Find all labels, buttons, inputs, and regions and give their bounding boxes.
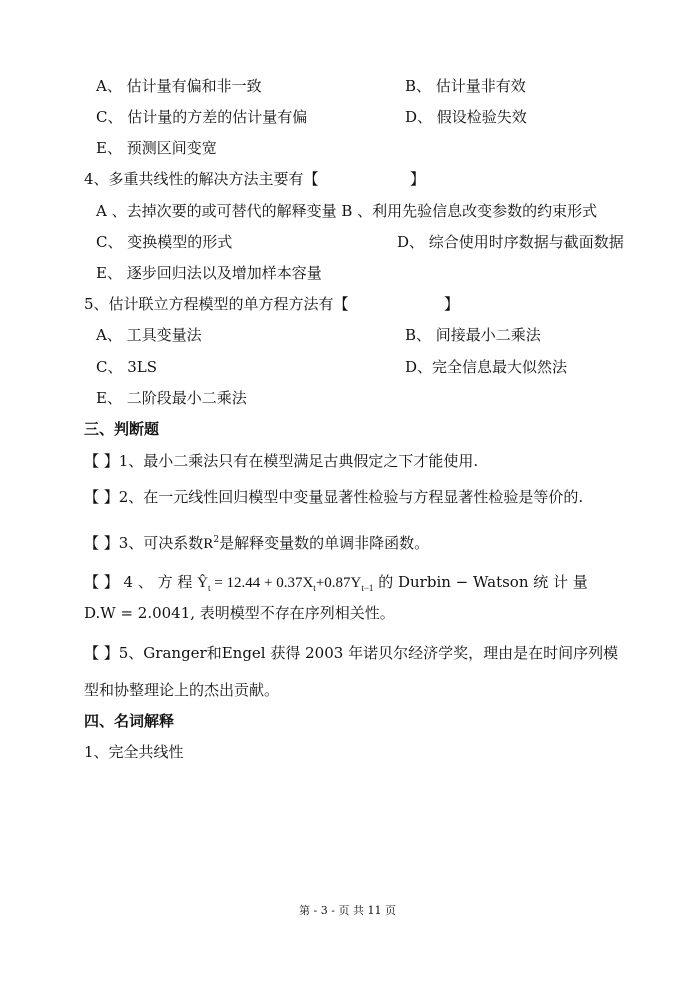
- judge-item-3-text-b: 是解释变量数的单调非降函数。: [219, 534, 430, 552]
- judge-item-5: 【 】5、Granger和Engel 获得 2003 年诺贝尔经济学奖，理由是在时间序列模: [84, 644, 619, 662]
- r-squared-exponent: 2: [213, 535, 220, 545]
- q4-bracket-close: 】: [410, 170, 426, 188]
- q4-option-c: C、 变换模型的形式: [96, 233, 233, 251]
- section-3-heading: 三、判断题: [84, 420, 160, 438]
- judge-item-4-text-b: 的 Durbin − Watson 统 计 量: [378, 573, 588, 591]
- q5-option-c: C、 3LS: [96, 358, 158, 376]
- page-footer: 第 - 3 - 页 共 11 页: [299, 904, 396, 917]
- yhat-symbol: Ŷ: [197, 575, 209, 591]
- judge-item-1: 【 】1、最小二乘法只有在模型满足古典假定之下才能使用.: [84, 452, 479, 470]
- judge-item-5-line-2: 型和协整理论上的杰出贡献。: [84, 681, 280, 699]
- yhat-subscript: t: [208, 583, 211, 593]
- section-4-heading: 四、名词解释: [84, 712, 175, 730]
- q5-bracket-close: 】: [444, 295, 460, 313]
- r-symbol: R: [203, 536, 214, 552]
- term-item-1: 1、完全共线性: [84, 743, 184, 761]
- judge-item-4-text-a: 【 】 4 、 方 程: [84, 573, 193, 591]
- q5-option-d: D、完全信息最大似然法: [405, 358, 568, 376]
- judge-item-2: 【 】2、在一元线性回归模型中变量显著性检验与方程显著性检验是等价的.: [84, 488, 584, 506]
- q5-option-b: B、 间接最小二乘法: [405, 326, 541, 344]
- q4-option-d: D、 综合使用时序数据与截面数据: [397, 233, 624, 251]
- judge-item-3: [84, 530, 429, 554]
- q4-option-e: E、 逐步回归法以及增加样本容量: [96, 264, 322, 282]
- q3-option-b: B、 估计量非有效: [405, 77, 526, 95]
- x-subscript: t: [313, 583, 316, 593]
- judge-item-4: [84, 572, 588, 598]
- equation-part-2: +0.87Y: [315, 575, 362, 591]
- judge-item-4-line-2: D.W = 2.0041, 表明模型不存在序列相关性。: [84, 604, 395, 622]
- q3-option-a: A、 估计量有偏和非一致: [96, 77, 262, 95]
- q5-stem: 5、估计联立方程模型的单方程方法有【: [84, 295, 349, 313]
- q5-option-e: E、 二阶段最小二乘法: [96, 389, 247, 407]
- y-subscript: t−1: [361, 583, 374, 593]
- q3-option-e: E、 预测区间变宽: [96, 139, 217, 157]
- q3-option-c: C、 估计量的方差的估计量有偏: [96, 108, 308, 126]
- q4-stem: 4、多重共线性的解决方法主要有【: [84, 170, 319, 188]
- equation-part-1: = 12.44 + 0.37X: [214, 575, 314, 591]
- q5-option-a: A、 工具变量法: [96, 326, 202, 344]
- q3-option-d: D、 假设检验失效: [405, 108, 527, 126]
- q4-option-ab: A 、去掉次要的或可替代的解释变量 B 、利用先验信息改变参数的约束形式: [96, 202, 598, 220]
- equation-yhat: [197, 575, 373, 591]
- judge-item-3-text-a: 【 】3、可决系数: [84, 534, 204, 552]
